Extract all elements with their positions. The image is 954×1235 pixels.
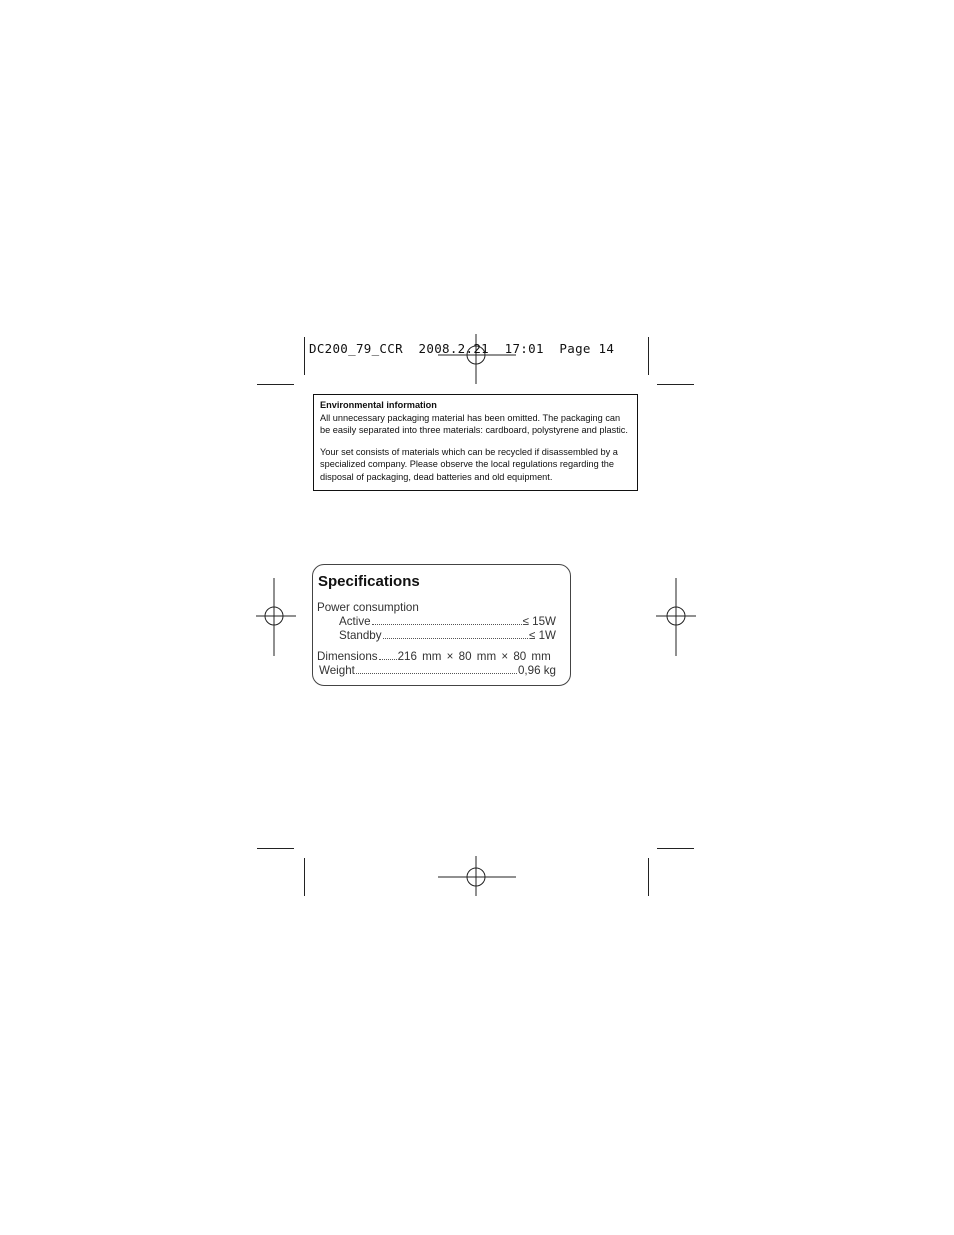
registration-mark-bottom — [438, 856, 516, 896]
spec-row-active — [339, 615, 556, 628]
environmental-info-paragraph: All unnecessary packaging material has been omitted. The packaging can be easily separated into three materials: cardboard, polystyrene and plastic. — [320, 412, 628, 435]
weight-value: 0,96 kg — [517, 664, 556, 677]
active-value: ≤ 15W — [522, 615, 556, 628]
crop-mark — [257, 384, 294, 385]
crop-mark — [657, 384, 694, 385]
crop-mark — [657, 848, 694, 849]
registration-mark-left — [256, 578, 296, 656]
printer-slug: DC200_79_CCR 2008.2.21 17:01 Page 14 — [309, 341, 615, 356]
crop-mark — [304, 858, 305, 896]
dimensions-value: 216 mm × 80 mm × 80 mm — [397, 650, 551, 663]
standby-value: ≤ 1W — [529, 629, 556, 642]
environmental-info-box — [313, 394, 638, 491]
spec-row-dimensions — [317, 650, 556, 663]
dimensions-label: Dimensions — [317, 650, 378, 663]
standby-label: Standby — [339, 629, 382, 642]
crop-mark — [304, 337, 305, 375]
weight-label: Weight — [319, 664, 355, 677]
leader-dots — [356, 672, 517, 674]
environmental-info-title: Environmental information — [320, 400, 437, 410]
leader-dots — [372, 623, 522, 625]
specifications-box — [312, 564, 571, 686]
specifications-title: Specifications — [318, 573, 420, 590]
leader-dots — [383, 637, 528, 639]
crop-mark — [648, 337, 649, 375]
active-label: Active — [339, 615, 371, 628]
crop-mark — [257, 848, 294, 849]
environmental-info-paragraph: Your set consists of materials which can be recycled if disassembled by a specialized company. Please observe the local regulations regarding the disposal of packaging, dead batteries and old equipment. — [320, 446, 618, 482]
registration-mark-right — [656, 578, 696, 656]
spec-row-standby — [339, 629, 556, 642]
leader-dots — [379, 658, 397, 660]
spec-row-weight — [319, 664, 556, 677]
power-consumption-label: Power consumption — [317, 601, 419, 614]
crop-mark — [648, 858, 649, 896]
